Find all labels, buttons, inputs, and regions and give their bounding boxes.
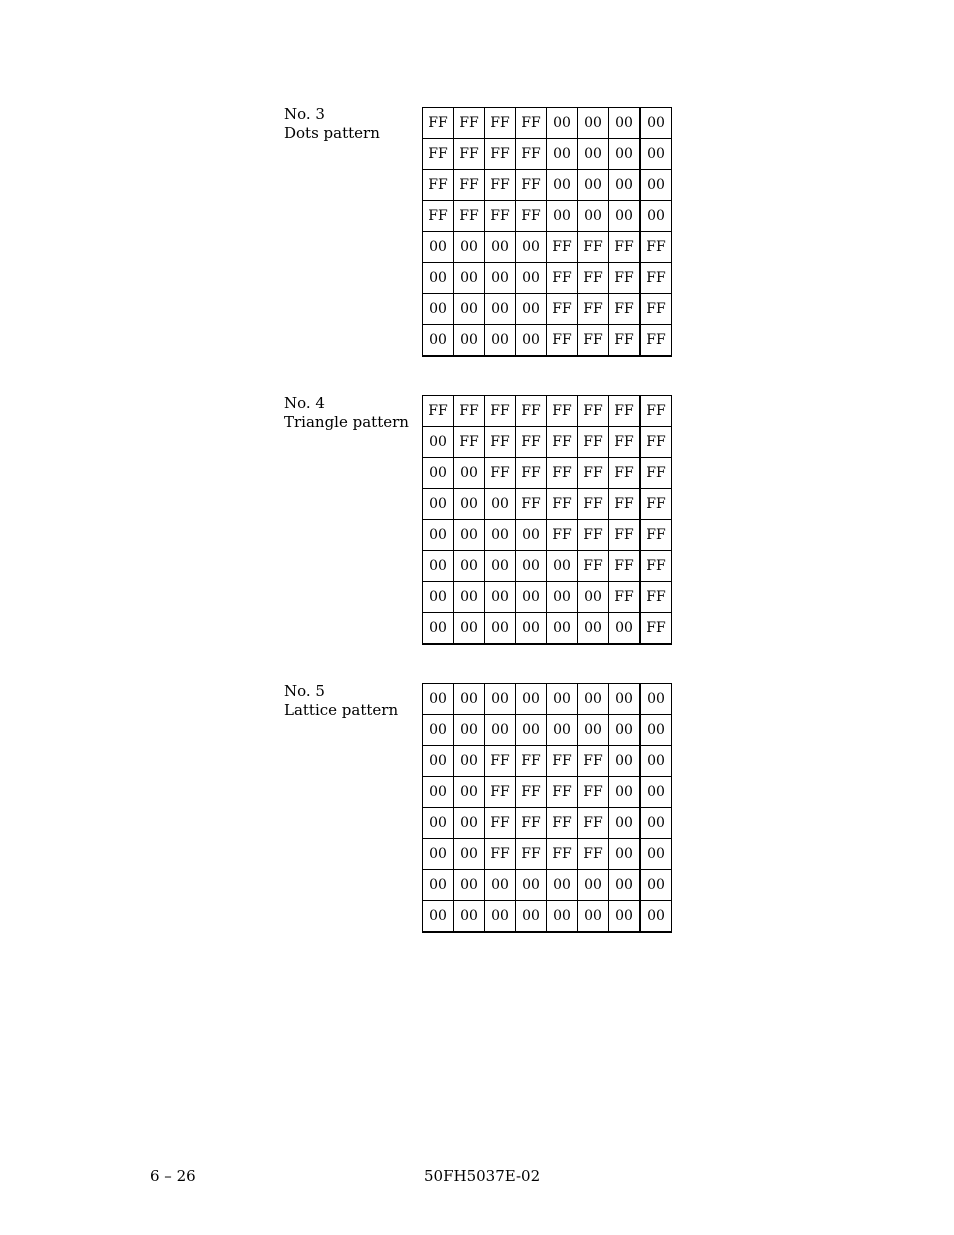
table-cell: 00 [609,170,641,201]
table-cell: 00 [423,294,454,325]
table-row [423,201,672,232]
table-row [423,808,672,839]
table-cell: FF [516,108,547,139]
table-cell: 00 [609,870,641,901]
table-cell: 00 [609,746,641,777]
table-cell: FF [485,808,516,839]
table-cell: 00 [640,808,672,839]
table-cell: FF [454,170,485,201]
table-cell: 00 [578,901,609,933]
table-cell: 00 [609,684,641,715]
table-cell: FF [485,458,516,489]
table-cell: 00 [423,520,454,551]
table-cell: FF [640,396,672,427]
table-cell: FF [640,325,672,357]
table-row [423,684,672,715]
table-cell: 00 [485,232,516,263]
table-cell: FF [454,201,485,232]
table-cell: 00 [423,489,454,520]
pattern-number: No. 5 [284,682,325,700]
table-row [423,263,672,294]
table-cell: FF [578,808,609,839]
table-cell: 00 [485,263,516,294]
table-cell: 00 [640,108,672,139]
table-cell: 00 [423,870,454,901]
table-cell: FF [454,108,485,139]
table-cell: 00 [609,839,641,870]
table-cell: FF [640,582,672,613]
table-cell: FF [609,551,641,582]
table-cell: 00 [454,263,485,294]
table-cell: 00 [609,777,641,808]
table-cell: FF [516,489,547,520]
table-cell: 00 [423,613,454,645]
table-cell: 00 [547,870,578,901]
table-cell: FF [547,396,578,427]
table-cell: 00 [609,613,641,645]
table-cell: 00 [454,901,485,933]
table-cell: 00 [454,839,485,870]
table-row [423,613,672,645]
table-cell: FF [609,263,641,294]
table-cell: FF [516,746,547,777]
table-cell: 00 [578,139,609,170]
table-cell: 00 [640,777,672,808]
table-cell: 00 [516,870,547,901]
table-cell: FF [454,396,485,427]
table-cell: FF [423,170,454,201]
table-cell: 00 [454,520,485,551]
table-row [423,746,672,777]
table-cell: 00 [454,489,485,520]
table-cell: 00 [485,325,516,357]
table-cell: FF [609,520,641,551]
table-row [423,294,672,325]
table-cell: 00 [547,613,578,645]
table-cell: 00 [547,684,578,715]
table-cell: 00 [516,715,547,746]
table-cell: FF [454,427,485,458]
table-cell: 00 [454,613,485,645]
table-cell: 00 [578,870,609,901]
table-cell: FF [423,396,454,427]
table-cell: 00 [454,294,485,325]
table-cell: 00 [485,294,516,325]
table-cell: FF [640,613,672,645]
table-cell: FF [640,263,672,294]
table-cell: FF [547,746,578,777]
table-cell: 00 [640,715,672,746]
table-cell: 00 [640,684,672,715]
table-cell: 00 [454,746,485,777]
table-cell: FF [423,108,454,139]
table-cell: 00 [454,551,485,582]
table-cell: FF [516,139,547,170]
table-cell: 00 [609,139,641,170]
table-cell: 00 [423,427,454,458]
pattern-number: No. 4 [284,394,325,412]
table-cell: FF [547,520,578,551]
table-cell: 00 [485,901,516,933]
table-cell: FF [609,294,641,325]
table-row [423,551,672,582]
table-cell: 00 [547,551,578,582]
table-cell: 00 [423,746,454,777]
table-row [423,715,672,746]
table-cell: 00 [423,901,454,933]
pattern-table [422,683,672,933]
table-cell: 00 [640,170,672,201]
table-cell: 00 [609,808,641,839]
table-row [423,232,672,263]
table-cell: 00 [454,715,485,746]
pattern-name: Triangle pattern [284,413,409,431]
table-cell: 00 [609,108,641,139]
table-cell: 00 [423,551,454,582]
table-cell: FF [485,427,516,458]
table-cell: 00 [547,201,578,232]
table-cell: 00 [454,458,485,489]
table-cell: 00 [423,325,454,357]
table-cell: 00 [640,901,672,933]
table-cell: 00 [454,232,485,263]
table-cell: FF [640,294,672,325]
table-cell: FF [609,582,641,613]
table-cell: FF [485,139,516,170]
table-cell: 00 [423,232,454,263]
table-cell: 00 [609,715,641,746]
table-row [423,108,672,139]
table-row [423,901,672,933]
table-cell: FF [516,201,547,232]
table-cell: 00 [423,684,454,715]
table-cell: 00 [454,808,485,839]
pattern-name: Lattice pattern [284,701,399,719]
table-cell: 00 [578,201,609,232]
table-cell: 00 [423,808,454,839]
table-cell: FF [640,520,672,551]
pattern-number: No. 3 [284,105,325,123]
table-cell: FF [640,232,672,263]
table-cell: 00 [485,551,516,582]
table-row [423,582,672,613]
table-cell: FF [485,108,516,139]
table-row [423,139,672,170]
table-cell: 00 [640,870,672,901]
table-cell: FF [609,427,641,458]
table-cell: 00 [516,294,547,325]
table-cell: FF [516,396,547,427]
document-code: 50FH5037E-02 [424,1167,541,1185]
table-cell: 00 [485,715,516,746]
table-cell: FF [423,139,454,170]
table-cell: FF [578,777,609,808]
table-cell: FF [578,489,609,520]
pattern-label [284,394,409,432]
table-cell: FF [547,808,578,839]
table-cell: 00 [516,613,547,645]
table-cell: 00 [485,870,516,901]
pattern-table [422,395,672,645]
table-cell: FF [578,520,609,551]
table-cell: FF [578,396,609,427]
table-cell: FF [578,551,609,582]
table-cell: FF [609,325,641,357]
table-row [423,777,672,808]
table-cell: 00 [485,520,516,551]
table-cell: 00 [516,263,547,294]
table-cell: FF [547,263,578,294]
table-cell: FF [578,746,609,777]
pattern-name: Dots pattern [284,124,380,142]
table-cell: 00 [547,582,578,613]
table-cell: FF [578,294,609,325]
table-cell: FF [454,139,485,170]
table-cell: 00 [578,684,609,715]
table-cell: 00 [609,201,641,232]
pattern-label [284,682,398,720]
table-row [423,489,672,520]
table-row [423,396,672,427]
table-cell: 00 [423,582,454,613]
table-cell: 00 [547,170,578,201]
table-row [423,170,672,201]
table-cell: FF [578,458,609,489]
table-cell: FF [578,263,609,294]
table-cell: 00 [578,170,609,201]
table-cell: 00 [547,715,578,746]
table-cell: FF [423,201,454,232]
table-row [423,839,672,870]
table-cell: FF [485,839,516,870]
table-cell: 00 [485,613,516,645]
table-cell: FF [547,325,578,357]
table-cell: FF [640,489,672,520]
table-cell: 00 [578,582,609,613]
table-cell: FF [547,489,578,520]
table-cell: 00 [516,901,547,933]
table-cell: 00 [640,839,672,870]
table-cell: 00 [578,613,609,645]
table-cell: 00 [454,582,485,613]
pattern-label [284,105,380,143]
table-cell: 00 [485,582,516,613]
table-cell: FF [609,489,641,520]
table-cell: 00 [640,139,672,170]
table-row [423,427,672,458]
table-cell: FF [547,458,578,489]
table-cell: 00 [640,201,672,232]
table-row [423,458,672,489]
table-cell: FF [516,170,547,201]
table-cell: FF [547,232,578,263]
table-cell: 00 [578,715,609,746]
table-cell: 00 [454,870,485,901]
pattern-table [422,107,672,357]
table-cell: FF [547,777,578,808]
table-cell: FF [640,551,672,582]
table-cell: FF [609,458,641,489]
table-cell: FF [547,427,578,458]
table-cell: FF [578,232,609,263]
table-cell: FF [516,777,547,808]
table-cell: 00 [516,582,547,613]
table-cell: FF [640,458,672,489]
table-cell: 00 [454,777,485,808]
table-cell: FF [578,325,609,357]
table-cell: FF [578,839,609,870]
table-cell: 00 [423,715,454,746]
table-row [423,870,672,901]
table-cell: 00 [516,684,547,715]
table-cell: FF [485,746,516,777]
table-cell: 00 [578,108,609,139]
table-cell: 00 [547,108,578,139]
table-cell: FF [516,808,547,839]
table-cell: FF [547,839,578,870]
table-cell: FF [516,839,547,870]
table-cell: FF [609,396,641,427]
table-cell: 00 [454,325,485,357]
table-cell: 00 [423,777,454,808]
table-cell: FF [485,170,516,201]
table-cell: 00 [516,325,547,357]
table-cell: FF [547,294,578,325]
table-cell: 00 [516,232,547,263]
table-cell: FF [485,396,516,427]
table-cell: FF [640,427,672,458]
table-cell: 00 [485,684,516,715]
table-cell: 00 [547,901,578,933]
table-cell: FF [485,201,516,232]
table-cell: 00 [454,684,485,715]
table-cell: 00 [547,139,578,170]
page-number: 6 – 26 [150,1167,196,1185]
table-cell: 00 [609,901,641,933]
table-row [423,520,672,551]
table-cell: FF [516,427,547,458]
table-cell: 00 [423,458,454,489]
table-cell: 00 [640,746,672,777]
table-cell: FF [578,427,609,458]
table-cell: 00 [516,520,547,551]
table-cell: FF [609,232,641,263]
table-cell: FF [485,777,516,808]
table-cell: 00 [485,489,516,520]
table-cell: FF [516,458,547,489]
table-cell: 00 [423,263,454,294]
table-cell: 00 [516,551,547,582]
table-row [423,325,672,357]
table-cell: 00 [423,839,454,870]
